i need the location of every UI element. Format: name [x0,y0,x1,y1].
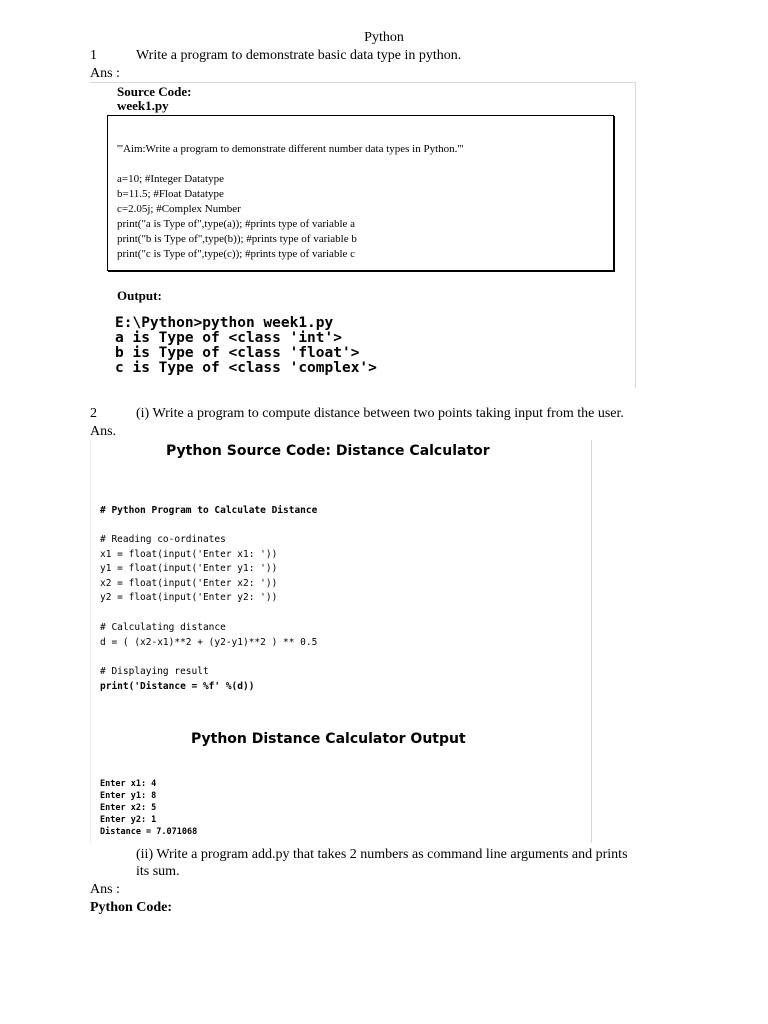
output-label: Output: [117,288,162,303]
question-2-part-2-line-1: (ii) Write a program add.py that takes 2 numbers as command line arguments and prints [136,847,628,862]
output-line: Enter x1: 4 [100,779,157,789]
code-line: b=11.5; #Float Datatype [117,188,224,200]
console-line: E:\Python>python week1.py [115,315,334,331]
figure-distance-calculator [90,440,592,843]
code-line: '''Aim:Write a program to demonstrate different number data types in Python.''' [117,143,464,155]
output-line: Enter x2: 5 [100,803,157,813]
output-line: Distance = 7.071068 [100,827,198,837]
document-title: Python [364,30,404,45]
code-line: print("b is Type of",type(b)); #prints type of variable b [117,233,357,245]
question-2-text: (i) Write a program to compute distance between two points taking input from the user. [136,406,624,421]
code-line: print("a is Type of",type(a)); #prints type of variable a [117,218,356,230]
output-line: Enter y2: 1 [100,815,157,825]
output-line: Enter y1: 8 [100,791,157,801]
code-line: y1 = float(input('Enter y1: ')) [100,563,278,574]
code-line: # Calculating distance [100,622,226,633]
code-line: # Reading co-ordinates [100,534,226,545]
figure-week1 [90,82,636,388]
question-1-number: 1 [90,48,97,63]
code-line: c=2.05j; #Complex Number [117,203,241,215]
question-1-ans: Ans : [90,66,120,81]
output-heading: Python Distance Calculator Output [191,731,466,747]
console-line: b is Type of <class 'float'> [115,345,360,361]
file-name-label: week1.py [117,98,169,113]
code-line: print('Distance = %f' %(d)) [100,680,255,692]
code-line: y2 = float(input('Enter y2: ')) [100,592,278,603]
code-line: print("c is Type of",type(c)); #prints type of variable c [117,248,356,260]
source-code-heading: Python Source Code: Distance Calculator [166,443,490,459]
source-code-label: Source Code: [117,84,192,99]
code-line: d = ( (x2-x1)**2 + (y2-y1)**2 ) ** 0.5 [100,636,318,648]
code-line: # Displaying result [100,666,209,677]
console-line: c is Type of <class 'complex'> [115,360,377,376]
question-2-part-2-ans: Ans : [90,882,120,897]
question-2-part-2-line-2: its sum. [136,864,180,879]
code-line: # Python Program to Calculate Distance [100,505,318,516]
code-box [107,115,614,271]
question-2-ans: Ans. [90,424,117,439]
question-2-number: 2 [90,406,97,421]
python-code-label: Python Code: [90,900,173,915]
console-line: a is Type of <class 'int'> [115,330,342,346]
code-line: x1 = float(input('Enter x1: ')) [100,548,278,560]
question-1-text: Write a program to demonstrate basic data type in python. [136,48,462,63]
code-line: a=10; #Integer Datatype [117,173,224,185]
code-line: x2 = float(input('Enter x2: ')) [100,577,278,589]
